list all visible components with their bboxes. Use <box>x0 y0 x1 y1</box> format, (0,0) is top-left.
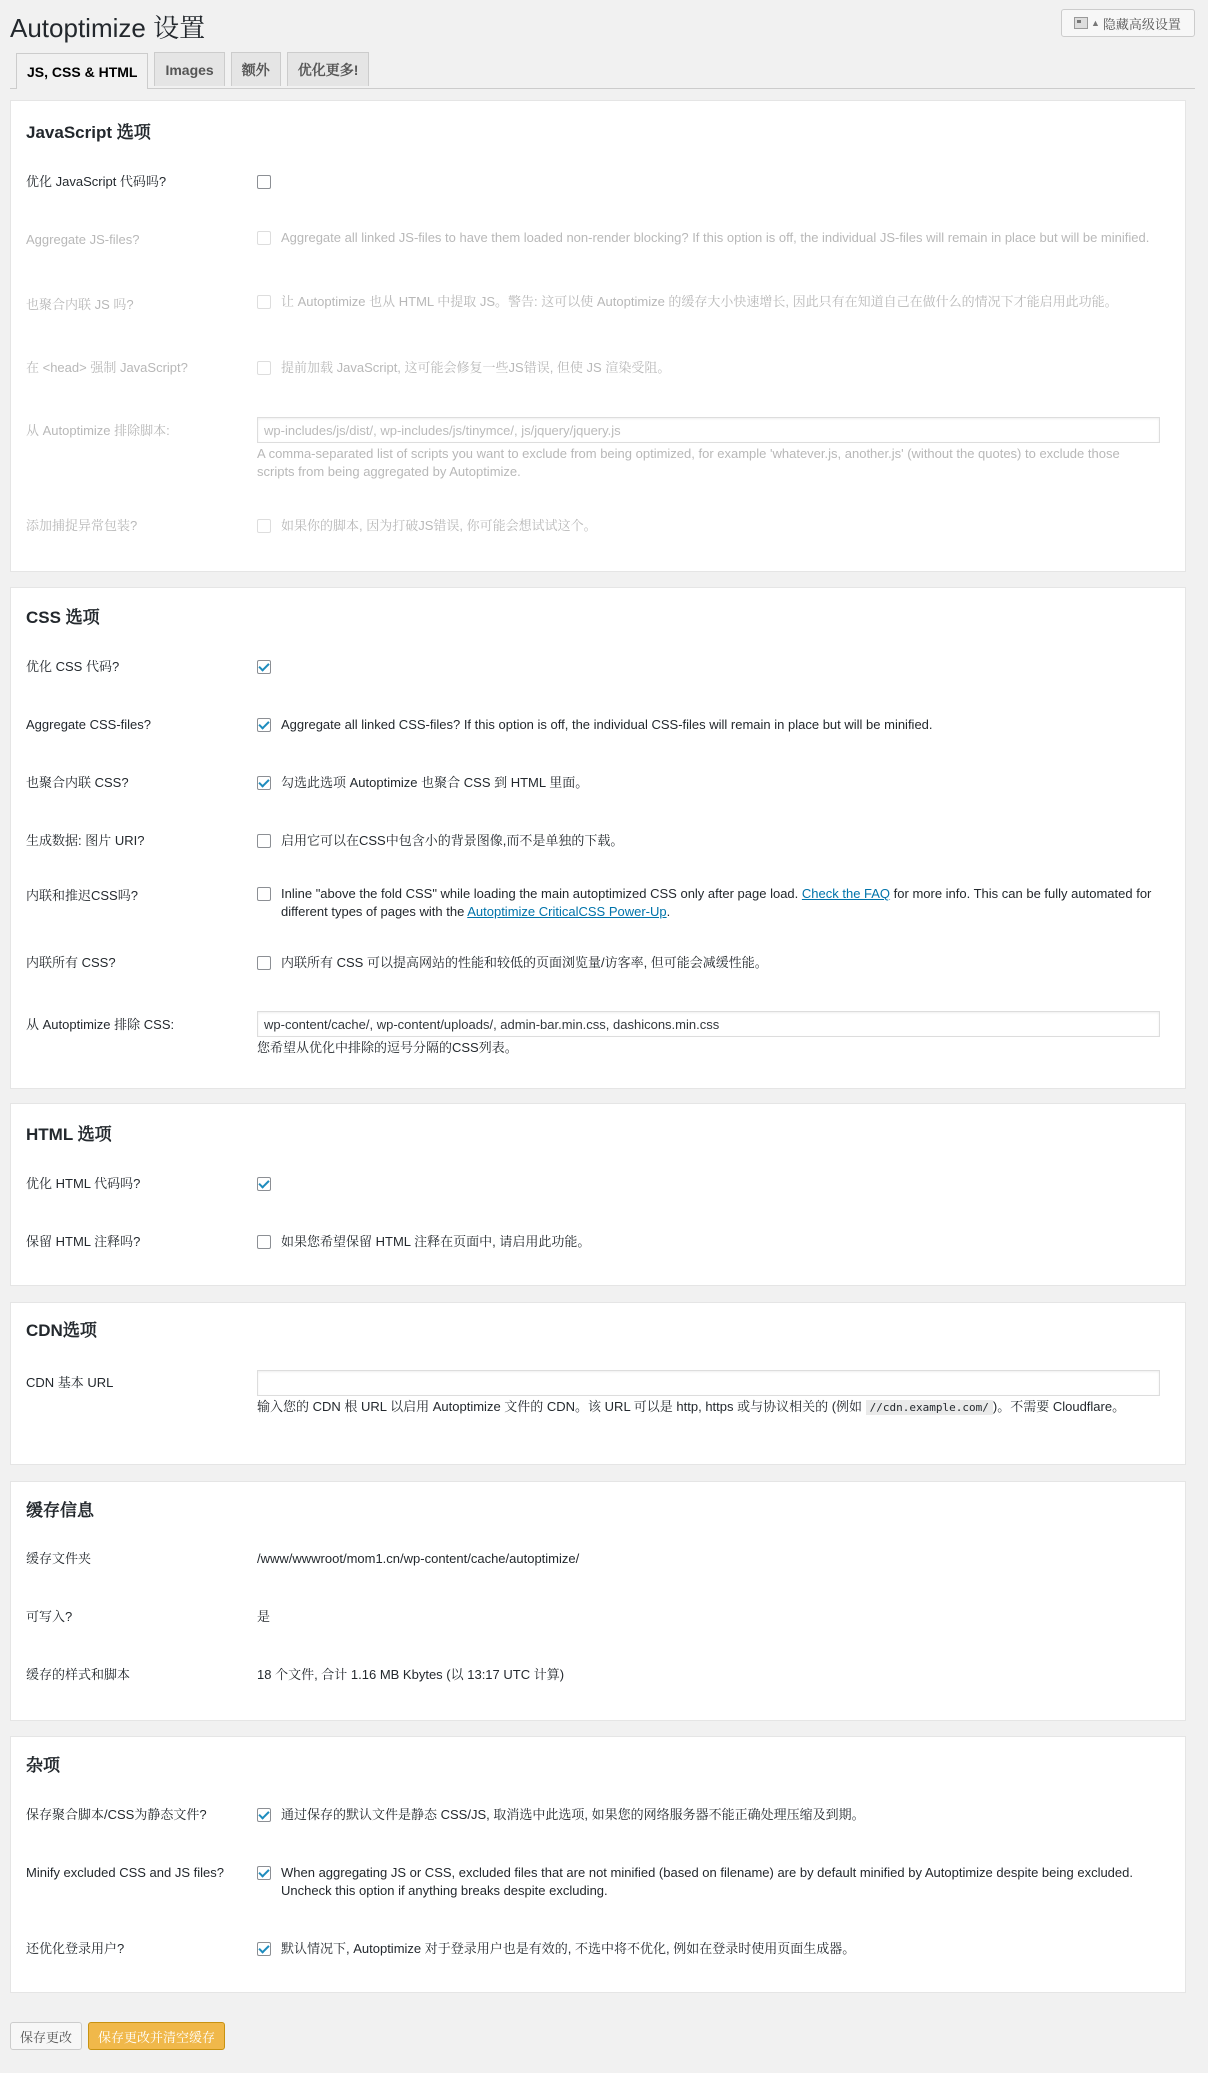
css-defer-text-1: Inline "above the fold CSS" while loading the main autoptimized CSS only after page load. <box>281 886 802 901</box>
page-title: Autoptimize 设置 <box>10 13 206 43</box>
js-optimize-checkbox[interactable] <box>257 175 271 189</box>
css-heading: CSS 选项 <box>26 608 100 627</box>
css-datauri-desc: 启用它可以在CSS中包含小的背景图像,而不是单独的下载。 <box>281 833 624 848</box>
cache-writable-label: 可写入? <box>26 1609 73 1624</box>
js-inline-desc: 让 Autoptimize 也从 HTML 中提取 JS。警告: 这可以使 Autoptimize 的缓存大小快速增长, 因此只有在知道自己在做什么的情况下才能启用此功能。 <box>281 294 1118 309</box>
css-exclude-help: 您希望从优化中排除的逗号分隔的CSS列表。 <box>257 1040 518 1055</box>
tab-images[interactable]: Images <box>154 52 224 86</box>
cache-stats-value: 18 个文件, 合计 1.16 MB Kbytes (以 13:17 UTC 计算) <box>257 1667 565 1682</box>
misc-section <box>10 1736 1186 1993</box>
cache-section <box>10 1481 1186 1721</box>
save-clear-cache-button[interactable]: 保存更改并清空缓存 <box>88 2022 225 2050</box>
cdn-help-text-2: )。不需要 Cloudflare。 <box>992 1399 1126 1414</box>
cdn-url-label: CDN 基本 URL <box>26 1375 114 1390</box>
js-exclude-label: 从 Autoptimize 排除脚本: <box>26 423 170 438</box>
save-button[interactable]: 保存更改 <box>10 2022 82 2050</box>
css-aggregate-checkbox[interactable] <box>257 718 271 732</box>
js-exclude-input[interactable] <box>257 417 1160 443</box>
cdn-heading: CDN选项 <box>26 1321 97 1340</box>
settings-icon <box>1074 17 1088 29</box>
html-heading: HTML 选项 <box>26 1125 112 1144</box>
html-section <box>10 1103 1186 1286</box>
css-defer-label: 内联和推迟CSS吗? <box>26 888 138 903</box>
tab-optimize-more[interactable]: 优化更多! <box>287 52 370 86</box>
css-inline-label: 也聚合内联 CSS? <box>26 775 129 790</box>
css-exclude-label: 从 Autoptimize 排除 CSS: <box>26 1017 175 1032</box>
css-aggregate-label: Aggregate CSS-files? <box>26 717 152 732</box>
html-comments-label: 保留 HTML 注释吗? <box>26 1234 141 1249</box>
css-exclude-input[interactable] <box>257 1011 1160 1037</box>
misc-static-label: 保存聚合脚本/CSS为静态文件? <box>26 1807 207 1822</box>
cdn-help-text-1: 输入您的 CDN 根 URL 以启用 Autoptimize 文件的 CDN。该 URL 可以是 http, https 或与协议相关的 (例如 <box>257 1399 866 1414</box>
misc-loggedin-checkbox[interactable] <box>257 1942 271 1956</box>
js-force-head-label: 在 <head> 强制 JavaScript? <box>26 360 188 375</box>
criticalcss-link[interactable]: Autoptimize CriticalCSS Power-Up <box>467 904 667 919</box>
css-inline-checkbox[interactable] <box>257 776 271 790</box>
js-exclude-help: A comma-separated list of scripts you want to exclude from being optimized, for example 'whatever.js, another.js' (without the quotes) to exclude those scripts from being aggregated by Autoptimize. <box>257 446 1120 479</box>
js-inline-label: 也聚合内联 JS 吗? <box>26 297 134 312</box>
html-optimize-label: 优化 HTML 代码吗? <box>26 1176 141 1191</box>
css-optimize-checkbox[interactable] <box>257 660 271 674</box>
css-inline-all-label: 内联所有 CSS? <box>26 955 116 970</box>
css-datauri-checkbox[interactable] <box>257 834 271 848</box>
misc-minify-desc: When aggregating JS or CSS, excluded files that are not minified (based on filename) are by default minified by Autoptimize despite being excluded. Uncheck this option if anything breaks despite excluding. <box>281 1865 1133 1898</box>
misc-static-checkbox[interactable] <box>257 1808 271 1822</box>
caret-up-icon: ▲ <box>1091 18 1100 28</box>
cache-stats-label: 缓存的样式和脚本 <box>26 1667 131 1682</box>
js-section <box>10 100 1186 572</box>
toggle-advanced-button[interactable] <box>1061 9 1195 37</box>
misc-minify-checkbox[interactable] <box>257 1866 271 1880</box>
html-optimize-checkbox[interactable] <box>257 1177 271 1191</box>
faq-link[interactable]: Check the FAQ <box>801 886 891 901</box>
js-trycatch-desc: 如果你的脚本, 因为打破JS错误, 你可能会想试试这个。 <box>281 518 597 533</box>
cdn-example-code: //cdn.example.com/ <box>866 1400 993 1415</box>
tab-bar <box>10 52 1195 89</box>
misc-minify-label: Minify excluded CSS and JS files? <box>26 1865 224 1880</box>
js-trycatch-label: 添加捕捉异常包装? <box>26 518 138 533</box>
css-inline-desc: 勾选此选项 Autoptimize 也聚合 CSS 到 HTML 里面。 <box>281 775 589 790</box>
css-datauri-label: 生成数据: 图片 URI? <box>26 833 145 848</box>
js-aggregate-desc: Aggregate all linked JS-files to have them loaded non-render blocking? If this option is off, the individual JS-files will remain in place but will be minified. <box>281 230 1150 245</box>
misc-loggedin-desc: 默认情况下, Autoptimize 对于登录用户也是有效的, 不选中将不优化, 例如在登录时使用页面生成器。 <box>281 1941 856 1956</box>
css-defer-desc <box>281 885 1160 921</box>
css-defer-text-2: for more info. This can be fully automated for different types of pages with the <box>281 886 1152 919</box>
css-inline-all-checkbox[interactable] <box>257 956 271 970</box>
cache-writable-value: 是 <box>257 1609 271 1624</box>
js-force-head-desc: 提前加载 JavaScript, 这可能会修复一些JS错误, 但使 JS 渲染受阻。 <box>281 360 671 375</box>
css-defer-text-3: . <box>666 904 671 919</box>
js-aggregate-checkbox[interactable] <box>257 231 271 245</box>
toggle-advanced-label: 隐藏高级设置 <box>1102 16 1181 32</box>
cdn-help <box>257 1398 1160 1417</box>
cdn-section <box>10 1302 1186 1465</box>
misc-loggedin-label: 还优化登录用户? <box>26 1941 125 1956</box>
cache-folder-value: /www/wwwroot/mom1.cn/wp-content/cache/autoptimize/ <box>257 1551 580 1566</box>
tab-extra[interactable]: 额外 <box>231 52 281 86</box>
html-comments-desc: 如果您希望保留 HTML 注释在页面中, 请启用此功能。 <box>281 1234 591 1249</box>
js-inline-checkbox[interactable] <box>257 295 271 309</box>
js-aggregate-label: Aggregate JS-files? <box>26 232 140 247</box>
html-comments-checkbox[interactable] <box>257 1235 271 1249</box>
misc-heading: 杂项 <box>26 1756 60 1775</box>
misc-static-desc: 通过保存的默认文件是静态 CSS/JS, 取消选中此选项, 如果您的网络服务器不能正确处理压缩及到期。 <box>281 1807 865 1822</box>
js-heading: JavaScript 选项 <box>26 123 151 142</box>
css-optimize-label: 优化 CSS 代码? <box>26 659 120 674</box>
js-force-head-checkbox[interactable] <box>257 361 271 375</box>
css-defer-checkbox[interactable] <box>257 887 271 901</box>
css-inline-all-desc: 内联所有 CSS 可以提高网站的性能和较低的页面浏览量/访客率, 但可能会减缓性能。 <box>281 955 768 970</box>
css-section <box>10 587 1186 1089</box>
js-optimize-label: 优化 JavaScript 代码吗? <box>26 174 167 189</box>
js-trycatch-checkbox[interactable] <box>257 519 271 533</box>
cache-folder-label: 缓存文件夹 <box>26 1551 92 1566</box>
cache-heading: 缓存信息 <box>26 1501 94 1520</box>
cdn-url-input[interactable] <box>257 1370 1160 1396</box>
css-aggregate-desc: Aggregate all linked CSS-files? If this option is off, the individual CSS-files will remain in place but will be minified. <box>281 717 933 732</box>
tab-js-css-html[interactable]: JS, CSS & HTML <box>16 53 148 89</box>
